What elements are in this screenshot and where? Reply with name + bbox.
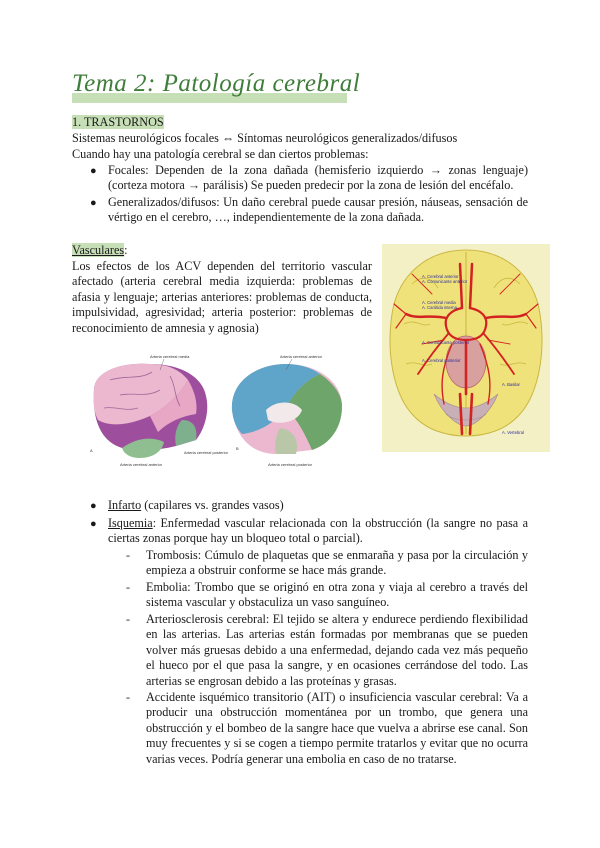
bullet-icon: ● [90, 518, 97, 530]
label-brain-a-letter: A [90, 448, 93, 453]
svg-text:A. Vertebral: A. Vertebral [502, 430, 524, 435]
label-brain-a-bottom-left: Arteria cerebral anterior [120, 462, 163, 467]
intro-line-2: Cuando hay una patología cerebral se dan ciertos problemas: [72, 147, 369, 161]
brain-medial-illustration [232, 364, 342, 454]
subitem-ait: Accidente isquémico transitorio (AIT) o insuficiencia vascular cerebral: Va a producir una obstrucción momentánea por un trombo, que genera una obstrucción y el bombeo de la sangre hace que vuelva a abrirse ese canal. Son muy frecuentes y si se cogen a tiempo permite tratarlos y evitar que no ocurra varias veces. Podría generar una embolia en caso de no tratarse. [146, 690, 528, 766]
bullet-icon: ● [90, 197, 97, 209]
intro-line-1: Sistemas neurológicos focales ⇔ Síntomas neurológicos generalizados/difusos [72, 131, 458, 145]
section-heading: 1. TRASTORNOS [72, 115, 164, 129]
subitem-arteriosclerosis: Arteriosclerosis cerebral: El tejido se altera y endurece perdiendo flexibilidad en las arterias. Las arterias están formadas por membranas que se pueden volver más gruesas debido a una enfermedad, dejando cada vez más pequeño el hueco por el que pasa la sangre, y en ocasiones cerrándose del todo. Las arterias se engrosan debido a las proteínas y grasas. [146, 612, 528, 688]
dash-icon: - [126, 580, 130, 594]
bullet-isquemia: Isquemia: Enfermedad vascular relacionada con la obstrucción (la sangre no pasa a ciertas zonas porque hay un bloqueo total o parcial). [108, 516, 528, 546]
dash-icon: - [126, 612, 130, 626]
dash-icon: - [126, 690, 130, 704]
svg-text:A. Comunicante posterior: A. Comunicante posterior [422, 340, 470, 345]
label-brain-a-bottom-right: Arteria cerebral posterior [184, 450, 229, 455]
bullet-infarto: Infarto (capilares vs. grandes vasos) [108, 498, 284, 512]
svg-text:A. Cerebral anterior: A. Cerebral anterior [422, 274, 459, 279]
dash-icon: - [126, 548, 130, 562]
svg-text:A. Cerebral posterior: A. Cerebral posterior [422, 358, 461, 363]
bullet-generalizados: Generalizados/difusos: Un daño cerebral puede causar presión, náuseas, sensación de vértigo en el cerebro, …, independientemente de la zona dañada. [108, 195, 528, 225]
vasculares-heading: Vasculares: [72, 243, 128, 257]
circle-of-willis-figure [382, 244, 550, 452]
subitem-trombosis: Trombosis: Cúmulo de plaquetas que se enmaraña y pasa por la circulación y empieza a obstruir conforme se hace más grande. [146, 548, 528, 578]
bullet-icon: ● [90, 500, 97, 512]
page-title: Tema 2: Patología cerebral [72, 70, 361, 97]
label-brain-b-top: Arteria cerebral anterior [280, 354, 323, 359]
label-brain-b-letter: B [236, 446, 239, 451]
svg-text:A. Carótida interna: A. Carótida interna [422, 305, 457, 310]
label-brain-b-bottom: Arteria cerebral posterior [268, 462, 313, 467]
vasculares-paragraph: Los efectos de los ACV dependen del territorio vascular afectado (arteria cerebral media izquierda: problemas de afasia y lenguaje; arterias anteriores: problemas de conducta, impulsividad, agresividad; arteria posterior: problemas de reconocimiento de amnesia y agnosia) [72, 259, 372, 335]
bullet-focales: Focales: Dependen de la zona dañada (hemisferio izquierdo → zonas lenguaje) (corteza motora → parálisis) Se pueden predecir por la zona de lesión del encéfalo. [108, 163, 528, 193]
brain-lateral-illustration [93, 364, 207, 458]
bullet-icon: ● [90, 165, 97, 177]
svg-text:A. Cerebral media: A. Cerebral media [422, 300, 456, 305]
svg-text:A. Basilar: A. Basilar [502, 382, 520, 387]
subitem-embolia: Embolia: Trombo que se originó en otra zona y viaja al cerebro a través del sistema vascular y obstaculiza un vaso sanguíneo. [146, 580, 528, 610]
svg-text:A. Comunicante anterior: A. Comunicante anterior [422, 279, 468, 284]
label-brain-a-top: Arteria cerebral media [150, 354, 190, 359]
brain-territories-figure [80, 350, 352, 475]
